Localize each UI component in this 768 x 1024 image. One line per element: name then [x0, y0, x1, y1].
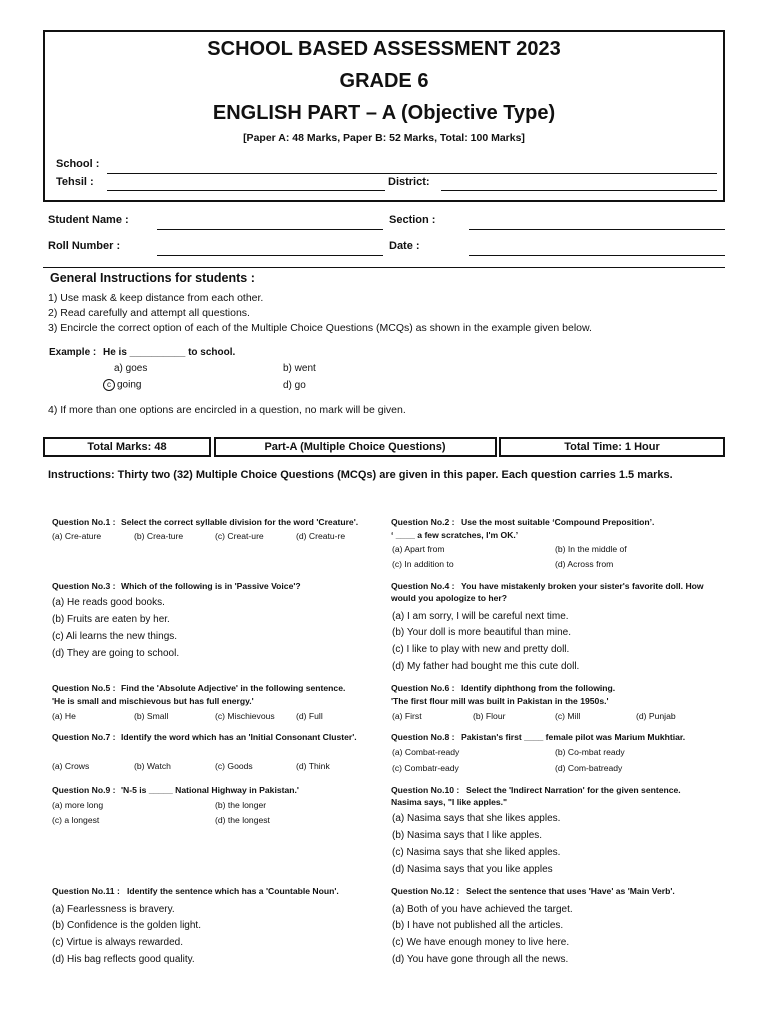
date-field[interactable] — [469, 255, 725, 256]
option[interactable]: (b) Nasima says that I like apples. — [392, 830, 543, 841]
option[interactable]: (c) I like to play with new and pretty doll. — [392, 644, 570, 655]
option[interactable]: (b) In the middle of — [555, 544, 627, 554]
question-label: Question No.4 : — [391, 581, 455, 591]
student-name-field[interactable] — [157, 229, 383, 230]
header-box — [43, 30, 725, 202]
part-title: Part-A (Multiple Choice Questions) — [214, 437, 497, 457]
option[interactable]: (c) Creat-ure — [215, 531, 264, 541]
option[interactable]: (b) I have not published all the articles. — [392, 920, 564, 931]
roll-number-field[interactable] — [157, 255, 383, 256]
option[interactable]: (c) In addition to — [392, 559, 454, 569]
option[interactable]: (d) the longest — [215, 815, 270, 825]
option[interactable]: (c) Ali learns the new things. — [52, 631, 178, 642]
option[interactable]: (d) Com-batready — [555, 763, 623, 773]
divider — [43, 267, 725, 268]
question-label: Question No.11 : — [52, 886, 120, 896]
example-option-d: d) go — [283, 380, 306, 391]
option[interactable]: (a) Nasima says that she likes apples. — [392, 813, 561, 824]
option[interactable]: (b) Confidence is the golden light. — [52, 920, 201, 931]
student-name-label: Student Name : — [48, 214, 129, 226]
option[interactable]: (c) Combatr-eady — [392, 763, 459, 773]
example-option-c: c going — [103, 379, 141, 391]
assessment-title: SCHOOL BASED ASSESSMENT 2023 — [207, 38, 561, 60]
option[interactable]: (d) Creatu-re — [296, 531, 346, 541]
option[interactable]: (a) more long — [52, 800, 104, 810]
example-option-a: a) goes — [114, 363, 148, 374]
question-text-2: ‘ ____ a few scratches, I'm OK.’ — [391, 530, 519, 540]
tehsil-label: Tehsil : — [56, 176, 94, 188]
question-text-2: 'The first flour mill was built in Pakistan in the 1950s.' — [391, 696, 609, 706]
total-marks: Total Marks: 48 — [43, 437, 211, 457]
question-text: Which of the following is in 'Passive Voice'? — [121, 581, 301, 591]
school-label: School : — [56, 158, 100, 170]
option[interactable]: (c) Mischievous — [215, 711, 275, 721]
marks-note: [Paper A: 48 Marks, Paper B: 52 Marks, Total: 100 Marks] — [243, 132, 525, 144]
roll-number-label: Roll Number : — [48, 240, 121, 252]
question-text-2: 'He is small and mischievous but has full energy.' — [52, 696, 254, 706]
option[interactable]: (d) Full — [296, 711, 323, 721]
instructions-heading: General Instructions for students : — [50, 271, 255, 285]
option[interactable]: (a) First — [392, 711, 422, 721]
mcq-instructions: Instructions: Thirty two (32) Multiple Choice Questions (MCQs) are given in this paper. Each question carries 1.5 marks. — [48, 469, 673, 481]
question-text: You have mistakenly broken your sister's favorite doll. How — [461, 581, 704, 591]
option[interactable]: (b) Watch — [134, 761, 171, 771]
option[interactable]: (d) My father had bought me this cute doll. — [392, 661, 580, 672]
option[interactable]: (c) a longest — [52, 815, 100, 825]
school-field[interactable] — [107, 173, 717, 174]
option[interactable]: (a) Combat-ready — [392, 747, 460, 757]
district-field[interactable] — [441, 190, 717, 191]
option[interactable]: (b) Your doll is more beautiful than mine. — [392, 627, 571, 638]
option[interactable]: (d) His bag reflects good quality. — [52, 954, 195, 965]
question-label: Question No.6 : — [391, 683, 455, 693]
example-text: He is __________ to school. — [103, 347, 236, 358]
instruction-item: 3) Encircle the correct option of each of the Multiple Choice Questions (MCQs) as shown in the example given below. — [48, 322, 592, 334]
question-text: Use the most suitable ‘Compound Preposition’. — [461, 517, 655, 527]
question-text: Identify the sentence which has a 'Countable Noun'. — [127, 886, 339, 896]
subject-title: ENGLISH PART – A (Objective Type) — [212, 102, 556, 124]
question-text-2: would you apologize to her? — [391, 593, 508, 603]
question-text: Select the 'Indirect Narration' for the given sentence. — [466, 785, 681, 795]
question-label: Question No.12 : — [391, 886, 460, 896]
question-text: Select the sentence that uses 'Have' as 'Main Verb'. — [466, 886, 675, 896]
option[interactable]: (b) the longer — [215, 800, 267, 810]
option[interactable]: (a) Fearlessness is bravery. — [52, 904, 175, 915]
option[interactable]: (b) Flour — [473, 711, 506, 721]
option[interactable]: (a) Crows — [52, 761, 90, 771]
option[interactable]: (a) He — [52, 711, 76, 721]
option[interactable]: (d) You have gone through all the news. — [392, 954, 569, 965]
question-label: Question No.10 : — [391, 785, 460, 795]
question-text: Find the 'Absolute Adjective' in the following sentence. — [121, 683, 346, 693]
section-label: Section : — [389, 214, 436, 226]
option[interactable]: (d) Punjab — [636, 711, 676, 721]
option[interactable]: (c) Nasima says that she liked apples. — [392, 847, 561, 858]
option[interactable]: (a) I am sorry, I will be careful next time. — [392, 611, 569, 622]
option[interactable]: (b) Crea-ture — [134, 531, 184, 541]
instruction-item: 2) Read carefully and attempt all questions. — [48, 307, 250, 319]
option[interactable]: (b) Small — [134, 711, 169, 721]
option[interactable]: (c) Virtue is always rewarded. — [52, 937, 183, 948]
question-text: Identify diphthong from the following. — [461, 683, 616, 693]
question-label: Question No.5 : — [52, 683, 116, 693]
tehsil-field[interactable] — [107, 190, 385, 191]
option[interactable]: (b) Co-mbat ready — [555, 747, 625, 757]
example-label: Example : — [49, 347, 97, 358]
question-label: Question No.3 : — [52, 581, 116, 591]
total-time: Total Time: 1 Hour — [499, 437, 725, 457]
question-label: Question No.9 : — [52, 785, 116, 795]
option[interactable]: (a) He reads good books. — [52, 597, 165, 608]
option[interactable]: (d) Nasima says that you like apples — [392, 864, 553, 875]
district-label: District: — [388, 176, 430, 188]
instruction-item-4: 4) If more than one options are encircled in a question, no mark will be given. — [48, 404, 406, 416]
option[interactable]: (a) Cre-ature — [52, 531, 102, 541]
question-label: Question No.7 : — [52, 732, 116, 742]
option[interactable]: (c) Mill — [555, 711, 581, 721]
question-label: Question No.1 : — [52, 517, 116, 527]
option[interactable]: (b) Fruits are eaten by her. — [52, 614, 170, 625]
question-text: Pakistan's first ____ female pilot was Marium Mukhtiar. — [461, 732, 686, 742]
option[interactable]: (c) We have enough money to live here. — [392, 937, 570, 948]
question-text: Identify the word which has an 'Initial Consonant Cluster'. — [121, 732, 357, 742]
grade-title: GRADE 6 — [339, 70, 429, 92]
instruction-item: 1) Use mask & keep distance from each other. — [48, 292, 264, 304]
option[interactable]: (d) Across from — [555, 559, 614, 569]
question-text-2: Nasima says, "I like apples." — [391, 797, 508, 807]
option[interactable]: (d) They are going to school. — [52, 648, 180, 659]
question-text: Select the correct syllable division for the word 'Creature'. — [121, 517, 359, 527]
option[interactable]: (a) Apart from — [392, 544, 445, 554]
example-option-b: b) went — [283, 363, 316, 374]
date-label: Date : — [389, 240, 420, 252]
option[interactable]: (c) Goods — [215, 761, 253, 771]
question-label: Question No.2 : — [391, 517, 455, 527]
encircle-mark: c — [103, 379, 115, 391]
option[interactable]: (a) Both of you have achieved the target. — [392, 904, 573, 915]
option[interactable]: (d) Think — [296, 761, 330, 771]
question-text: 'N-5 is _____ National Highway in Pakistan.' — [121, 785, 299, 795]
question-label: Question No.8 : — [391, 732, 455, 742]
info-bar — [43, 437, 725, 457]
section-field[interactable] — [469, 229, 725, 230]
